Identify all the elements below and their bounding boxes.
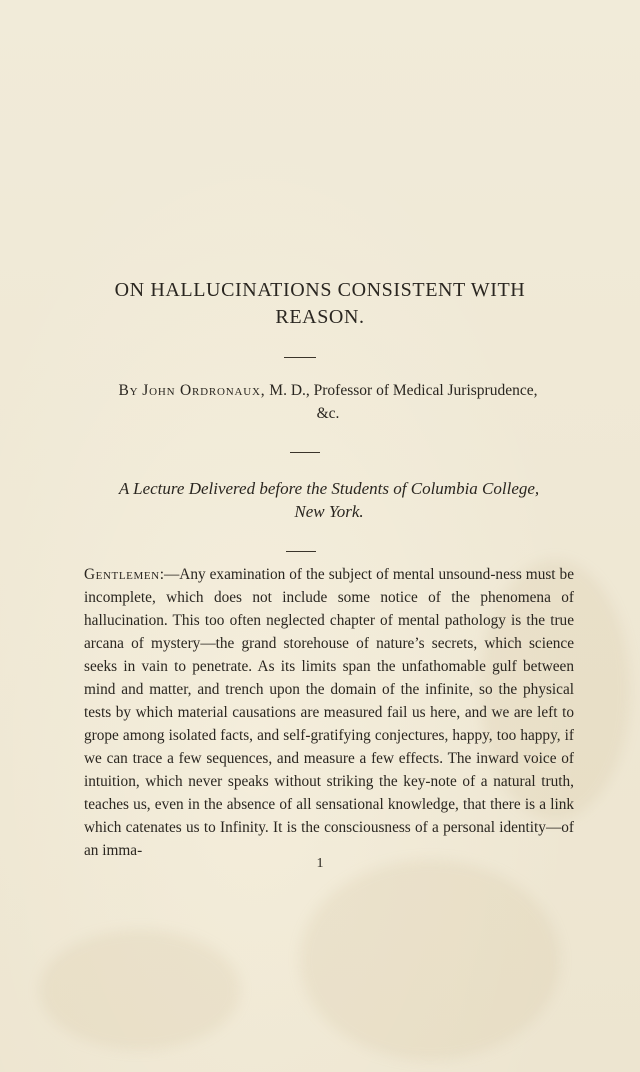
lecture-line-2: New York. [294,502,364,521]
divider-rule [290,452,320,453]
author-name: John Ordronaux, [142,382,266,399]
paper-stain [300,860,560,1060]
body-paragraph [84,563,574,862]
divider-rule [286,551,316,552]
byline-etc: &c. [316,405,340,422]
page-number: 1 [316,856,324,871]
lecture-subtitle [84,477,574,523]
author-credentials: M. D., Professor of Medical Jurisprudence, [265,382,538,399]
lecture-line-1: A Lecture Delivered before the Students of Columbia College, [118,479,540,498]
byline [84,379,572,425]
salutation: Gentlemen [84,566,160,583]
title-line-2: REASON. [275,306,365,328]
title-line-1: ON HALLUCINATIONS CONSISTENT WITH [114,279,526,301]
body-text: :—Any examination of the subject of mental unsound-ness must be incomplete, which does not include some notice of the phenomena of hallucination. This too often neglected chapter of mental pathology is the true arcana of mystery—the grand storehouse of nature’s secrets, which science seeks in vain to penetrate. As its limits span the unfathomable gulf between mind and matter, and trench upon the domain of the infinite, so the physical tests by which material causations are measured fail us here, and we are left to grope among isolated facts, and self-gratifying conjectures, happy, too happy, if we can trace a few sequences, and measure a few effects. The inward voice of intuition, which never speaks without striking the key-note of a natural truth, teaches us, even in the absence of all sensational knowledge, that there is a link which catenates us to Infinity. It is the consciousness of a personal identity—of an imma- [84,566,574,859]
paper-stain [40,930,240,1050]
divider-rule [284,357,316,358]
byline-prefix: By [118,382,139,399]
document-title [60,277,580,331]
